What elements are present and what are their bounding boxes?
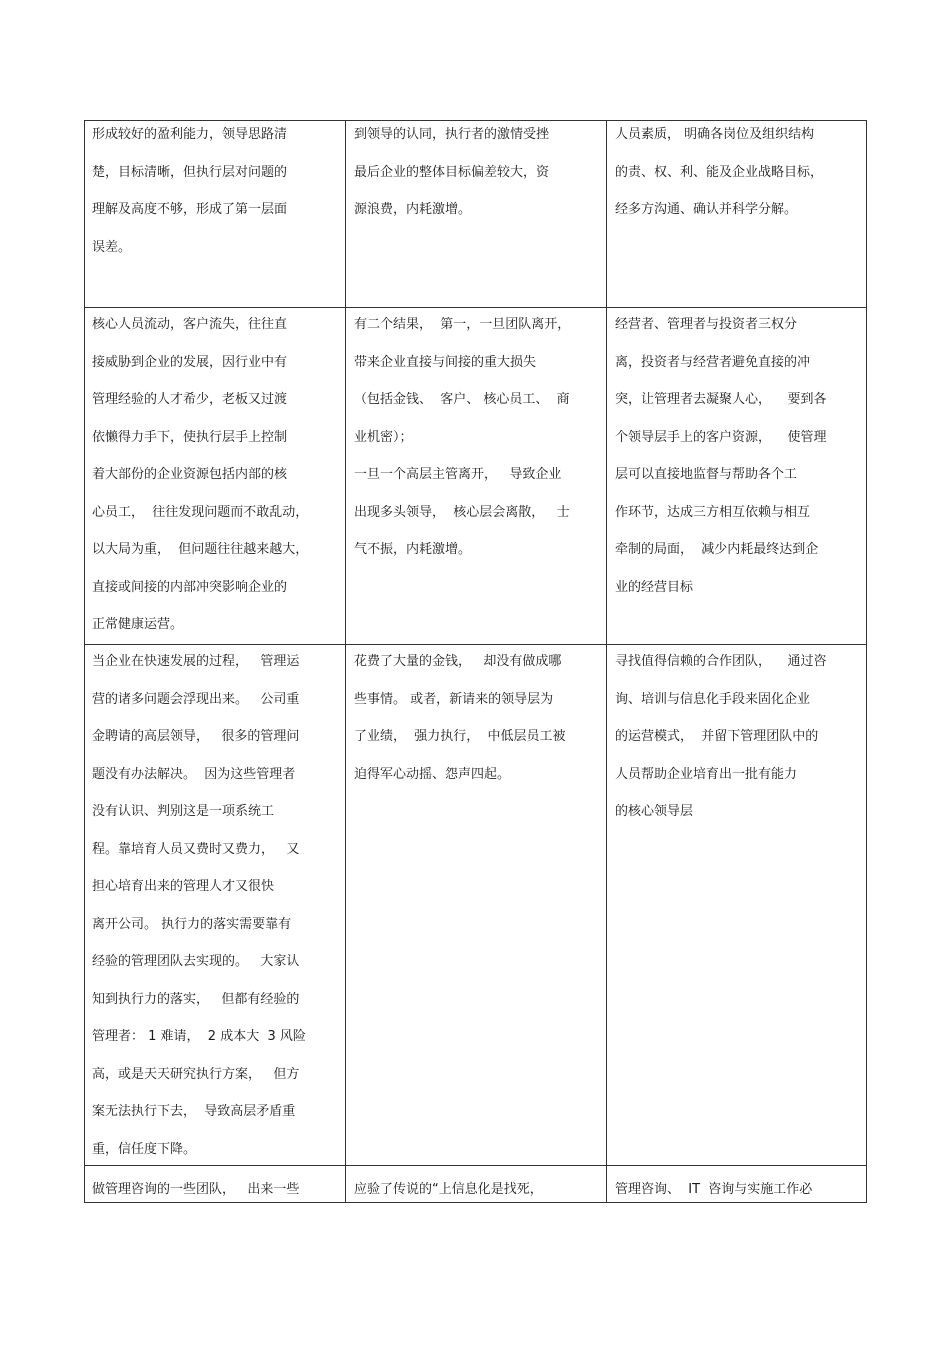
table-cell: 管理咨询、 IT 咨询与实施工作必	[615, 1182, 813, 1197]
row-divider	[85, 1165, 866, 1166]
column-divider	[345, 121, 346, 1202]
table-cell: 当企业在快速发展的过程， 管理运 营的诸多问题会浮现出来。 公司重 金聘请的高层领导， 很多的管理问 题没有办法解决。 因为这些管理者 没有认识、判别这是一项系统工 程。靠培育人员又费时又费力， 又 担心培育出来的管理人才又很快 离开公司。 执行力的落实需要靠有 经验的管理团队去实现的。 大家认 知到执行力的落实， 但都有经验的 管理者： 1 难请， 2 成本大 3 风险 高，或是天天研究执行方案， 但方 案无法执行下去， 导致高层矛盾重 重，信任度下降。	[92, 654, 306, 1157]
table-cell: 花费了大量的金钱， 却没有做成哪 些事情。 或者，新请来的领导层为 了业绩， 强力执行， 中低层员工被 迫得军心动摇、怨声四起。	[354, 654, 566, 782]
column-divider	[606, 121, 607, 1202]
table-cell: 经营者、管理者与投资者三权分 离，投资者与经营者避免直接的冲 突，让管理者去凝聚人心， 要到各 个领导层手上的客户资源， 使管理 层可以直接地监督与帮助各个工 作环节，达成三方相互依赖与相互 牵制的局面， 减少内耗最终达到企 业的经营目标	[615, 317, 827, 595]
table-cell: 核心人员流动，客户流失，往往直 接威胁到企业的发展，因行业中有 管理经验的人才希少，老板又过渡 依懒得力手下，使执行层手上控制 着大部份的企业资源包括内部的核 心员工， 往往发现问题而不敢乱动， 以大局为重， 但问题往往越来越大， 直接或间接的内部冲突影响企业的 正常健康运营。	[92, 317, 309, 631]
table-cell: 有二个结果， 第一，一旦团队离开， 带来企业直接与间接的重大损失 （包括金钱、 客户、 核心员工、 商 业机密）； 一旦一个高层主管离开， 导致企业 出现多头领导， 核心层会离散， 士 气不振，内耗激增。	[354, 317, 571, 557]
table-cell: 寻找值得信赖的合作团队， 通过咨 询、培训与信息化手段来固化企业 的运营模式， 并留下管理团队中的 人员帮助企业培育出一批有能力 的核心领导层	[615, 654, 827, 819]
content-table	[84, 120, 867, 1203]
table-cell: 到领导的认同，执行者的激情受挫 最后企业的整体目标偏差较大，资 源浪费，内耗激增。	[354, 127, 550, 217]
table-cell: 应验了传说的“上信息化是找死，	[354, 1182, 543, 1197]
table-cell: 做管理咨询的一些团队， 出来一些	[92, 1182, 300, 1197]
table-cell: 形成较好的盈利能力，领导思路清 楚，目标清晰，但执行层对问题的 理解及高度不够，形成了第一层面 误差。	[92, 127, 288, 255]
table-cell: 人员素质， 明确各岗位及组织结构 的责、权、利、能及企业战略目标， 经多方沟通、确认并科学分解。	[615, 127, 824, 217]
